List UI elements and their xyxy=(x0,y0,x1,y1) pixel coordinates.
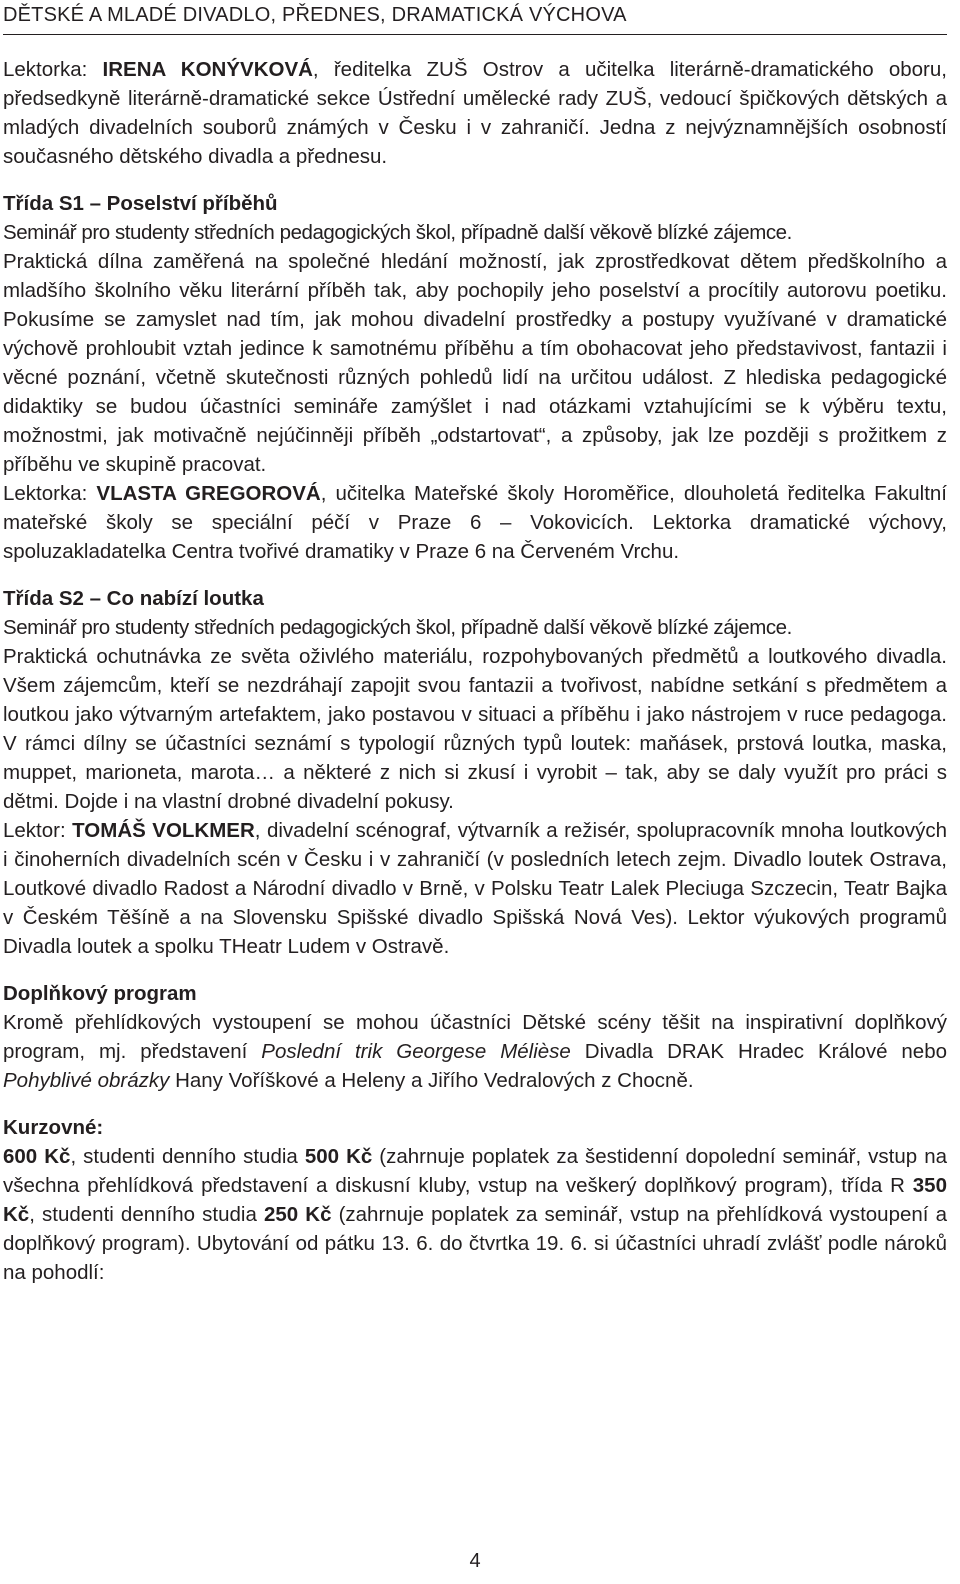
extra-text-2: Divadla DRAK Hradec Králové nebo xyxy=(570,1040,948,1063)
s1-lector-name: VLASTA GREGOROVÁ xyxy=(96,482,321,505)
intro-prefix: Lektorka: xyxy=(3,58,103,81)
document-body xyxy=(3,55,947,1287)
s2-body: Praktická ochutnávka ze světa oživlého materiálu, rozpohybovaných předmětů a loutkového divadla. Všem zájemcům, kteří se nezdráhají zapojit svou fantazii a tvořivost, nabídne setkání s předmětem a loutkou jako výtvarným artefaktem, jako postavou v situaci a příběhu i jako nástrojem v ruce pedagoga. V rámci dílny se účastníci seznámí s typologií různých typů loutek: maňásek, prstová loutka, maska, muppet, marioneta, marota… a některé z nich si zkusí i vyrobit – tak, aby se daly využít pro práci s dětmi. Dojde i na vlastní drobné divadelní pokusy. xyxy=(3,645,947,813)
s2-lector-prefix: Lektor: xyxy=(3,819,73,842)
fee-body xyxy=(3,1142,947,1287)
fee-text-1: , studenti denního studia xyxy=(70,1145,305,1168)
fee-text-2: (zahrnuje poplatek za šestidenní dopolední seminář, vstup na všechna přehlídková představení a diskusní kluby, vstup na veškerý doplňkový program), třída R xyxy=(3,1145,947,1197)
extra-heading: Doplňkový program xyxy=(3,982,197,1005)
extra-show-2: Pohyblivé obrázky xyxy=(3,1069,170,1092)
fee-price-2: 500 Kč xyxy=(304,1145,373,1168)
intro-paragraph xyxy=(3,55,947,171)
intro-lector-name: IRENA KONÝVKOVÁ xyxy=(102,58,313,81)
fee-heading: Kurzovné: xyxy=(3,1116,104,1139)
fee-price-1: 600 Kč xyxy=(3,1145,71,1168)
intro-text: , ředitelka ZUŠ Ostrov a učitelka literárně-dramatického oboru, předsedkyně literárně-dramatické sekce Ústřední umělecké rady ZUŠ, vedoucí špičkových dětských a mladých divadelních souborů známých v Česku i v zahraničí. Jedna z nejvýznamnějších osobností současného dětského divadla a přednesu. xyxy=(3,58,947,168)
s2-lector-text: , divadelní scénograf, výtvarník a režisér, spolupracovník mnoha loutkových i činoherních divadelních scén v Česku i v zahraničí (v posledních letech zejm. Divadlo loutek Ostrava, Loutkové divadlo Radost a Národní divadlo v Brně, v Polsku Teatr Lalek Pleciuga Szczecin, Teatr Bajka v Českém Těšíně a na Slovensku Spišské divadlo Spišská Nová Ves). Lektor výukových programů Divadla loutek a spolku THeatr Ludem v Ostravě. xyxy=(3,819,947,958)
s1-lector xyxy=(3,479,947,566)
s1-lector-text: , učitelka Mateřské školy Horoměřice, dlouholetá ředitelka Fakultní mateřské školy se speciální péčí v Praze 6 – Vokovicích. Lektorka dramatické výchovy, spoluzakladatelka Centra tvořivé dramatiky v Praze 6 na Červeném Vrchu. xyxy=(3,482,947,563)
s1-heading: Třída S1 – Poselství příběhů xyxy=(3,192,278,215)
fee-price-4: 250 Kč xyxy=(263,1203,332,1226)
section-title: DĚTSKÉ A MLADÉ DIVADLO, PŘEDNES, DRAMATICKÁ VÝCHOVA xyxy=(3,4,627,26)
s2-lector-name: TOMÁŠ VOLKMER xyxy=(72,819,255,842)
fee-text-3: , studenti denního studia xyxy=(29,1203,264,1226)
s2-subtitle: Seminář pro studenty středních pedagogických škol, případně další věkově blízké zájemce. xyxy=(3,616,792,639)
s1-lector-prefix: Lektorka: xyxy=(3,482,97,505)
s2-heading: Třída S2 – Co nabízí loutka xyxy=(3,587,264,610)
page-header xyxy=(3,0,947,35)
extra-text-3: Hany Voříškové a Heleny a Jiřího Vedralových z Chocně. xyxy=(169,1069,694,1092)
page-number: 4 xyxy=(469,1550,481,1572)
fee-text-4: (zahrnuje poplatek za seminář, vstup na přehlídková vystoupení a doplňkový program). Ubytování od pátku 13. 6. do čtvrtka 19. 6. si účastníci uhradí zvlášť podle nároků na pohodlí: xyxy=(3,1203,947,1284)
fee-price-3: 350 Kč xyxy=(3,1174,947,1226)
s1-subtitle: Seminář pro studenty středních pedagogických škol, případně další věkově blízké zájemce. xyxy=(3,221,792,244)
extra-text-1: Kromě přehlídkových vystoupení se mohou účastníci Dětské scény těšit na inspirativní doplňkový program, mj. představení xyxy=(3,1011,947,1063)
extra-body xyxy=(3,1008,947,1095)
extra-show-1: Poslední trik Georgese Méliѐse xyxy=(261,1040,571,1063)
s1-body: Praktická dílna zaměřená na společné hledání možností, jak zprostředkovat dětem předškolního a mladšího školního věku literární příběh tak, aby pochopily jeho poselství a procítily autorovu poetiku. Pokusíme se zamyslet nad tím, jak mohou divadelní prostředky a postupy využívané v dramatické výchově prohloubit vztah jedince k samotnému příběhu a tím obohacovat jeho představivost, fantazii i věcné poznání, včetně skutečnosti různých pohledů lidí na určitou událost. Z hlediska pedagogické didaktiky se budou účastníci semináře zamýšlet i nad otázkami vztahujícími se k výběru textu, možnostmi, jak motivačně nejúčinněji příběh „odstartovat“, a způsoby, jak lze později s prožitkem z příběhu ve skupině pracovat. xyxy=(3,250,947,476)
s2-lector xyxy=(3,816,947,961)
